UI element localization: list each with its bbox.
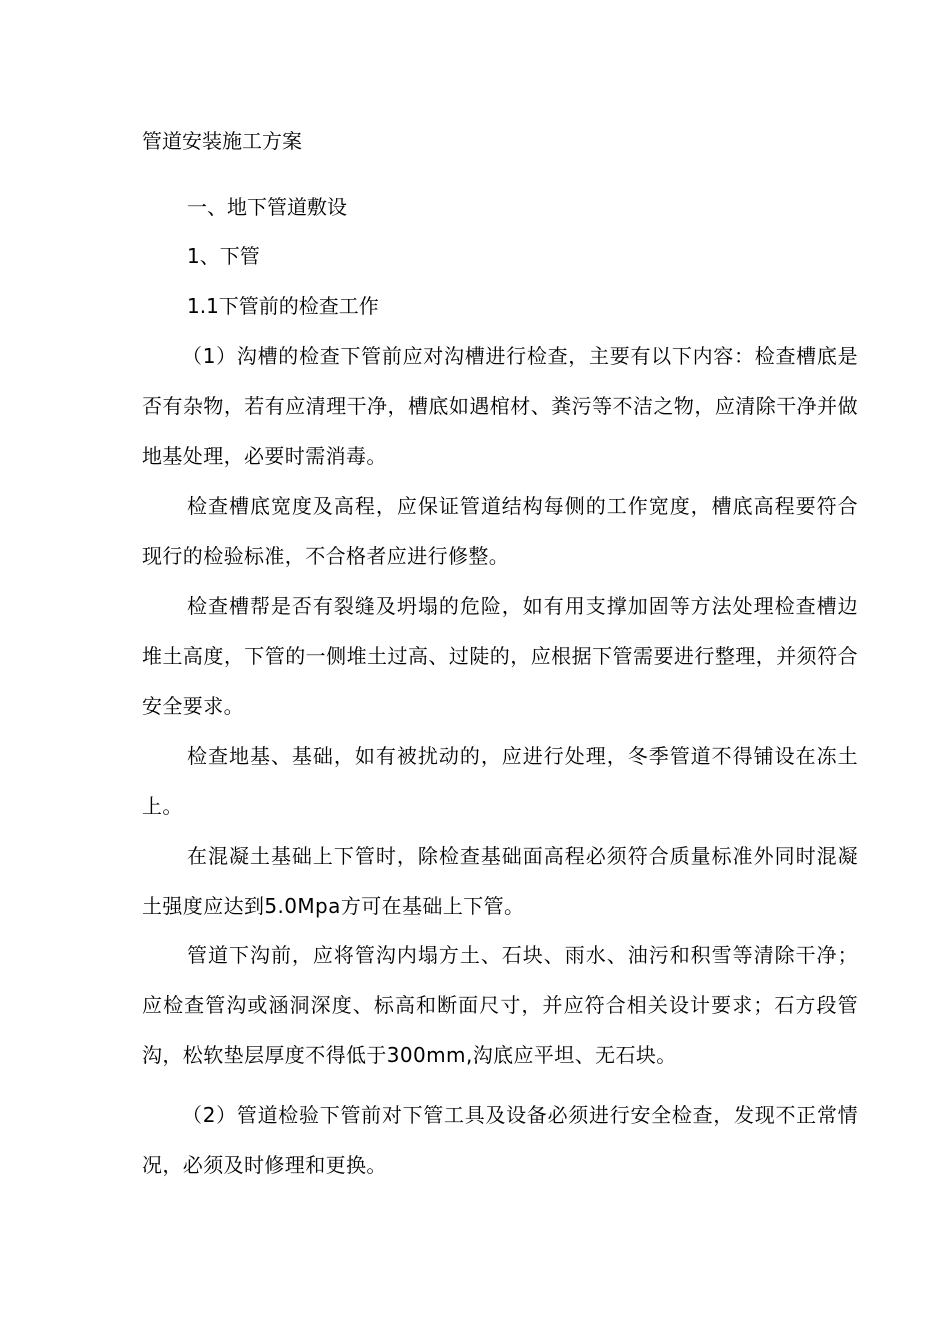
paragraph-concrete: 在混凝土基础上下管时，除检查基础面高程必须符合质量标准外同时混凝土强度应达到5.0Mpa方可在基础上下管。 [142,844,858,918]
paragraph-trench-width: 检查槽底宽度及高程，应保证管道结构每侧的工作宽度，槽底高程要符合现行的检验标准，不合格者应进行修整。 [142,494,858,568]
paragraph-foundation: 检查地基、基础，如有被扰动的，应进行处理，冬季管道不得铺设在冻土上。 [142,744,858,818]
subsection-heading-1-1: 1.1下管前的检查工作 [187,294,379,318]
document-title: 管道安装施工方案 [142,129,302,153]
subsection-heading-1: 1、下管 [187,244,260,268]
section-heading-1: 一、地下管道敷设 [187,195,347,219]
paragraph-trench-check: （1）沟槽的检查下管前应对沟槽进行检查，主要有以下内容：检查槽底是否有杂物，若有应清理干净，槽底如遇棺材、粪污等不洁之物，应清除干净并做地基处理，必要时需消毒。 [142,344,858,468]
paragraph-pipe-trench: 管道下沟前，应将管沟内塌方土、石块、雨水、油污和积雪等清除干净；应检查管沟或涵洞深度、标高和断面尺寸，并应符合相关设计要求；石方段管沟，松软垫层厚度不得低于300mm,沟底应平坦、无石块。 [142,943,858,1067]
paragraph-pipe-inspection: （2）管道检验下管前对下管工具及设备必须进行安全检查，发现不正常情况，必须及时修理和更换。 [142,1103,858,1177]
paragraph-trench-wall: 检查槽帮是否有裂缝及坍塌的危险，如有用支撑加固等方法处理检查槽边堆土高度，下管的一侧堆土过高、过陡的，应根据下管需要进行整理，并须符合安全要求。 [142,594,858,718]
